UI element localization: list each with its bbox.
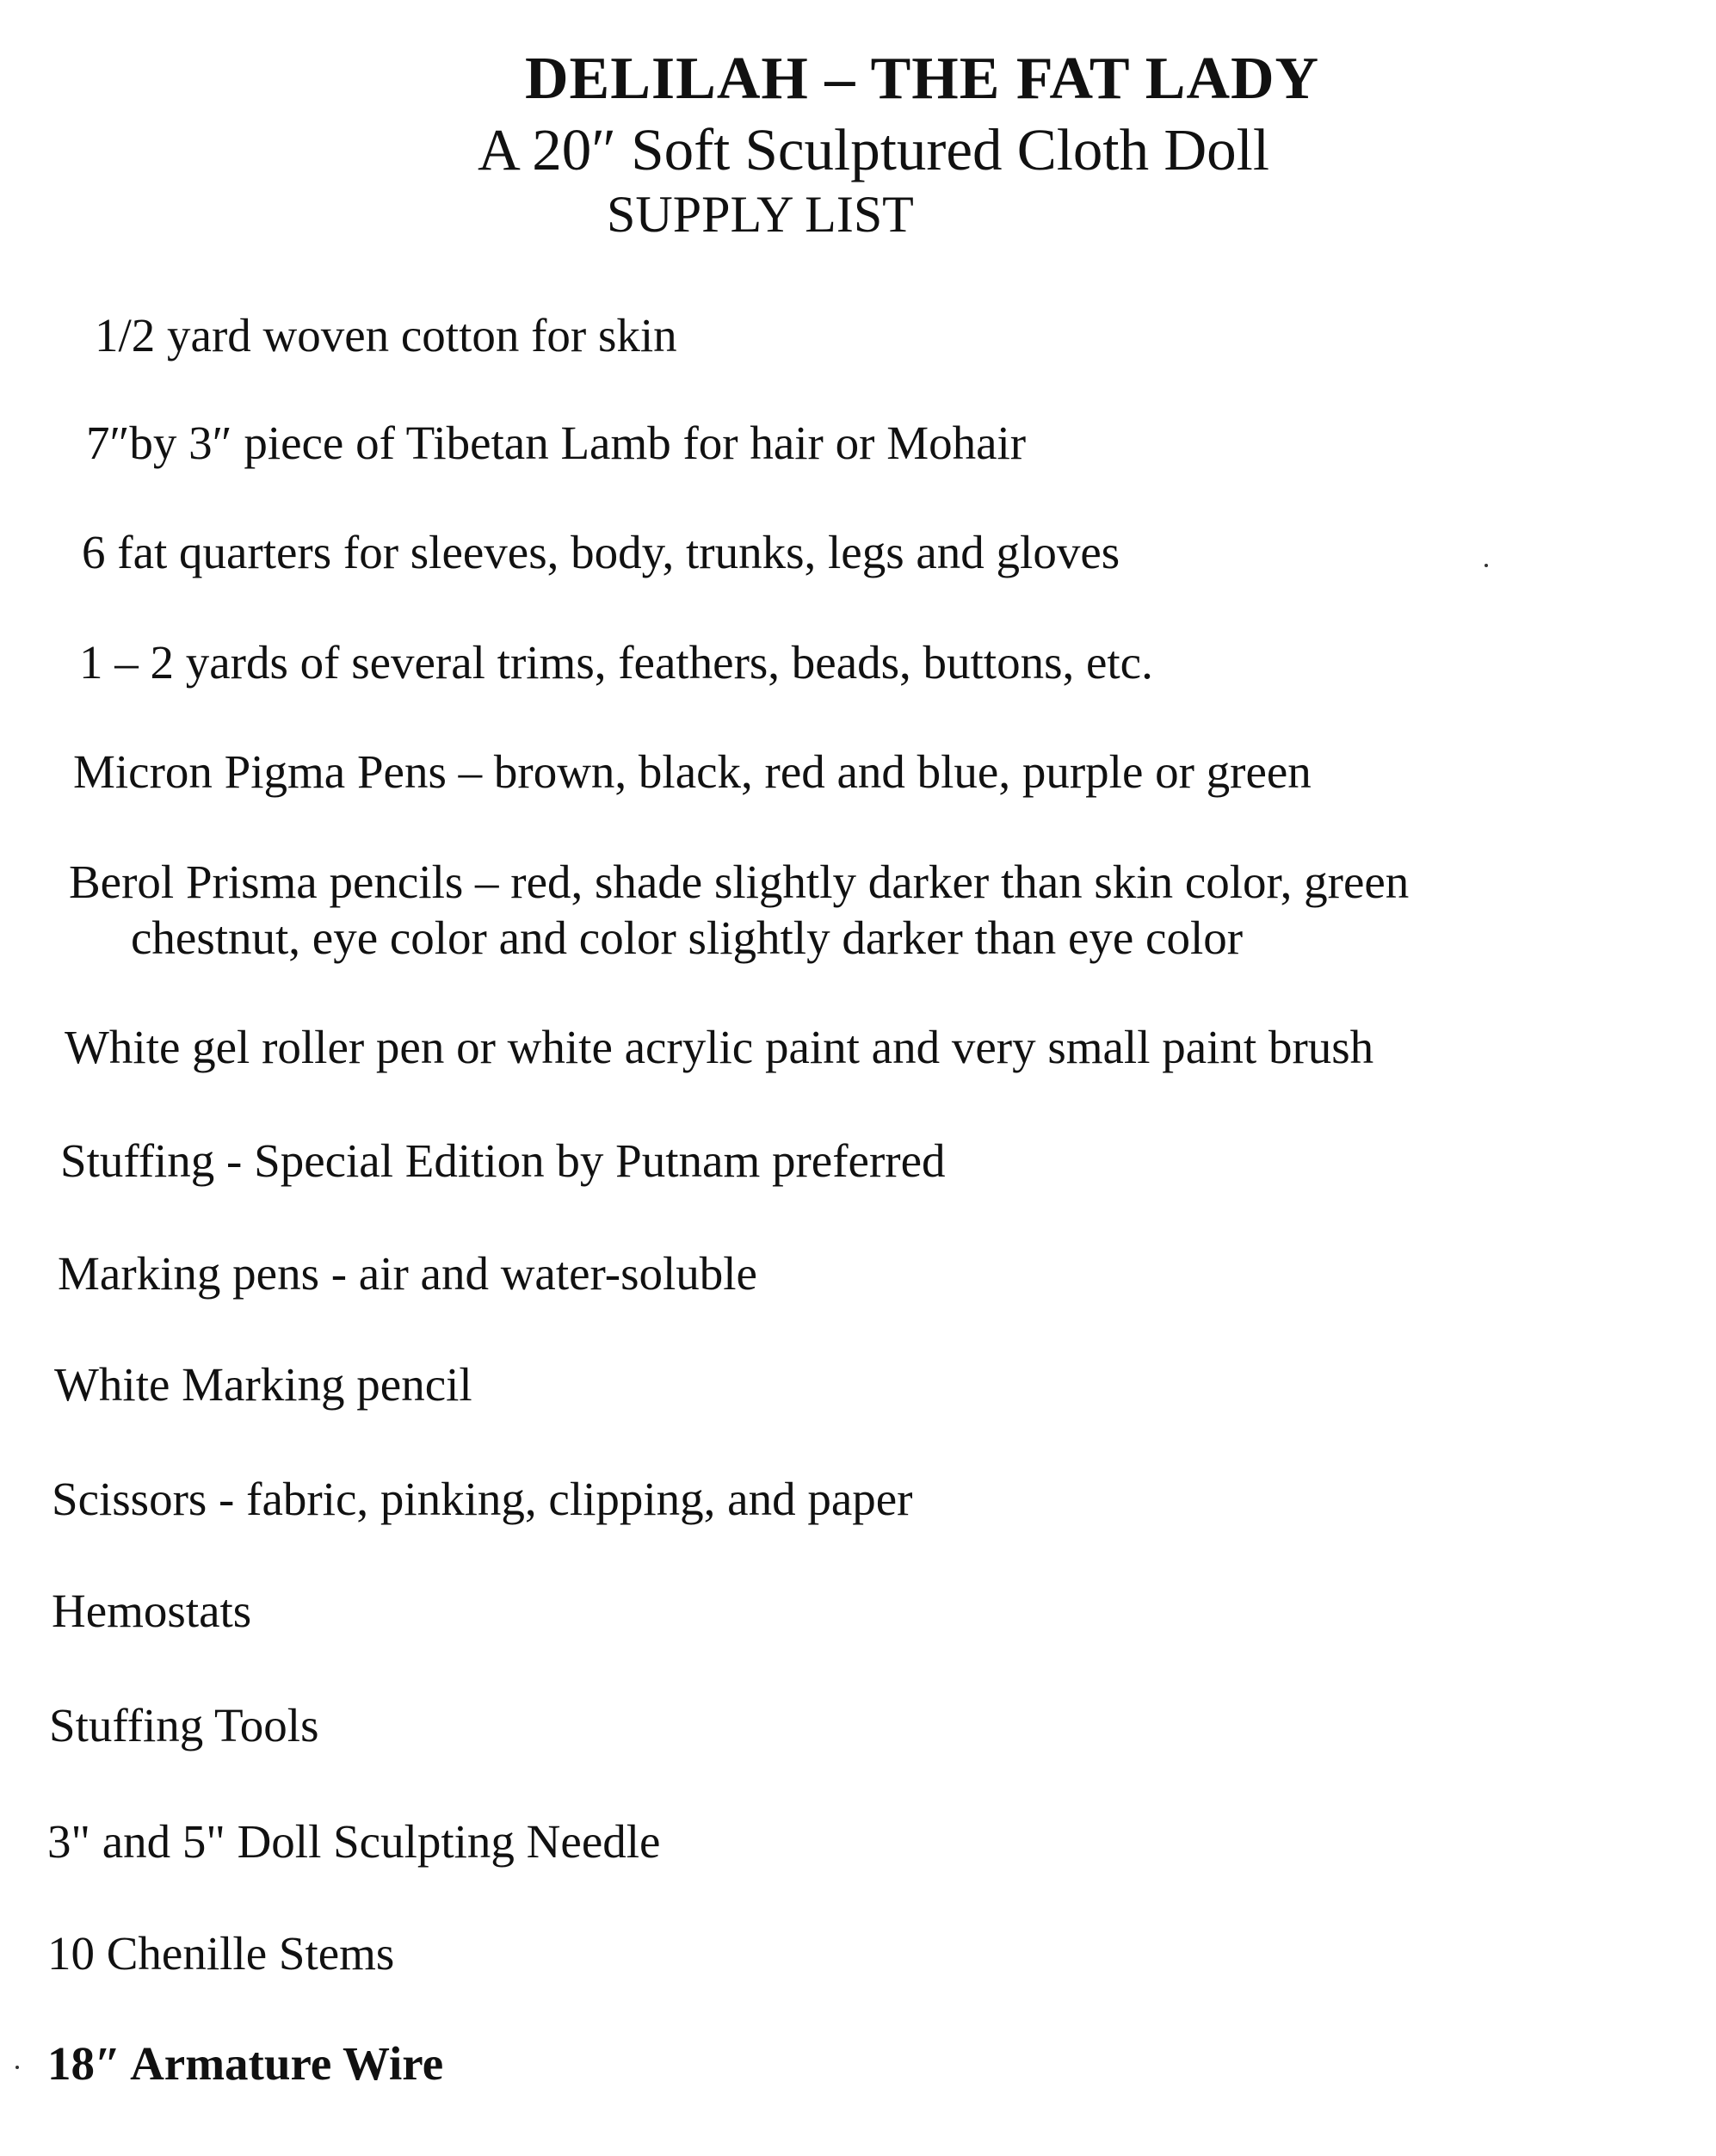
supply-item: White gel roller pen or white acrylic paint and very small paint brush [65, 1021, 1374, 1073]
supply-item: Stuffing Tools [49, 1699, 319, 1751]
supply-item: 6 fat quarters for sleeves, body, trunks, legs and gloves [82, 526, 1120, 578]
supply-item: 7″by 3″ piece of Tibetan Lamb for hair or Mohair [86, 417, 1027, 469]
supply-item: Stuffing - Special Edition by Putnam preferred [60, 1134, 946, 1187]
supply-item: Berol Prisma pencils – red, shade slightly darker than skin color, green [69, 856, 1410, 908]
supply-item: 18″ Armature Wire [47, 2037, 444, 2090]
supply-item: 10 Chenille Stems [47, 1927, 395, 1980]
supply-item: Hemostats [52, 1585, 252, 1637]
scan-speck [15, 2066, 19, 2069]
document-subtitle: A 20″ Soft Sculptured Cloth Doll [478, 117, 1270, 182]
scan-speck [1485, 564, 1488, 567]
supply-item: 1/2 yard woven cotton for skin [95, 309, 677, 361]
supply-item: 3" and 5" Doll Sculpting Needle [47, 1815, 661, 1868]
supply-item: Scissors - fabric, pinking, clipping, and paper [52, 1473, 913, 1525]
supply-item: Micron Pigma Pens – brown, black, red and blue, purple or green [73, 745, 1312, 798]
supply-item: White Marking pencil [54, 1358, 472, 1411]
supply-item: Marking pens - air and water-soluble [58, 1247, 757, 1300]
supply-item: 1 – 2 yards of several trims, feathers, beads, buttons, etc. [79, 636, 1153, 689]
supply-item-continuation: chestnut, eye color and color slightly darker than eye color [131, 911, 1244, 964]
document-title: DELILAH – THE FAT LADY [525, 46, 1320, 112]
supply-list-heading: SUPPLY LIST [607, 186, 914, 243]
